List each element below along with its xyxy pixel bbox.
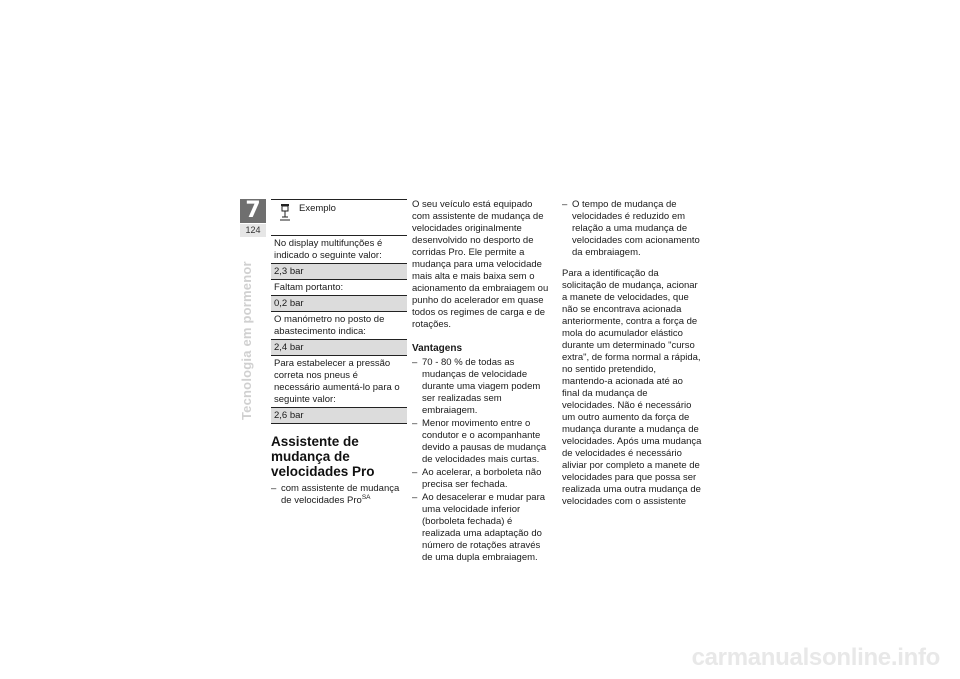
section-heading: Assistente de mudança de velocidades Pro <box>271 434 375 479</box>
table-row: Para estabelecer a pressão correta nos pneus é necessário aumentá-lo para o seguinte valor: <box>271 356 407 408</box>
chapter-number: 7 <box>240 199 266 223</box>
intro-paragraph: O seu veículo está equipado com assistente de mudança de velocidades originalmente desenvolvido no desporto de corridas Pro. Ele permite a mudança para uma velocidade mais alta e mais baixa sem o acionamento da embraiagem ou punho do acelerador em quase todos os regimes de carga e de rotações. <box>412 199 549 330</box>
watermark: carmanualsonline.info <box>691 644 940 671</box>
list-item: – Ao acelerar, a borboleta não precisa ser fechada. <box>412 467 552 491</box>
column-3 <box>562 199 702 517</box>
list-item <box>271 483 407 507</box>
side-chapter-title: Tecnologia em pormenor <box>239 261 254 420</box>
list-item: – Ao desacelerar e mudar para uma velocidade inferior (borboleta fechada) é realizada uma adaptação do número de rotações através de uma dupla embraiagem. <box>412 492 552 564</box>
advantages-heading: Vantagens <box>412 343 463 354</box>
tire-gauge-icon <box>278 203 292 221</box>
list-item: – Menor movimento entre o condutor e o acompanhante devido a pausas de mudança de velocidades mais curtas. <box>412 418 552 466</box>
column-1 <box>271 199 407 508</box>
table-row: No display multifunções é indicado o seguinte valor: <box>271 236 407 264</box>
table-row: O manómetro no posto de abastecimento indica: <box>271 312 407 340</box>
table-row: 2,4 bar <box>271 340 407 356</box>
list-item: – 70 - 80 % de todas as mudanças de velocidade durante uma viagem podem ser realizadas sem embraiagem. <box>412 357 552 417</box>
list-item: – O tempo de mudança de velocidades é reduzido em relação a uma mudança de velocidades com acionamento da embraiagem. <box>562 199 702 259</box>
table-row: Faltam portanto: <box>271 280 407 296</box>
page-number: 124 <box>240 224 266 237</box>
table-header-example <box>271 200 407 236</box>
special-equipment-mark: SA <box>361 493 371 501</box>
column-2 <box>412 199 552 565</box>
equipment-text: com assistente de mudança de velocidades Pro <box>281 483 400 506</box>
pressure-example-table <box>271 199 407 424</box>
table-row: 2,6 bar <box>271 408 407 424</box>
body-paragraph: Para a identificação da solicitação de mudança, acionar a manete de velocidades, que não se encontrava acionada anteriormente, contra a força de mola do acumulador elástico durante um determinado "curso extra", de forma normal a rápida, no sentido pretendido, mantendo-a acionada até ao final da mudança de velocidades. Não é necessário um outro aumento da força de mudança durante a mudança de velocidades. Após uma mudança de velocidades é necessário aliviar por completo a manete de velocidades para que possa ser realizada uma outra mudança de velocidades com o assistente <box>562 268 702 507</box>
table-row: 0,2 bar <box>271 296 407 312</box>
example-label: Exemplo <box>299 203 336 214</box>
table-row: 2,3 bar <box>271 264 407 280</box>
